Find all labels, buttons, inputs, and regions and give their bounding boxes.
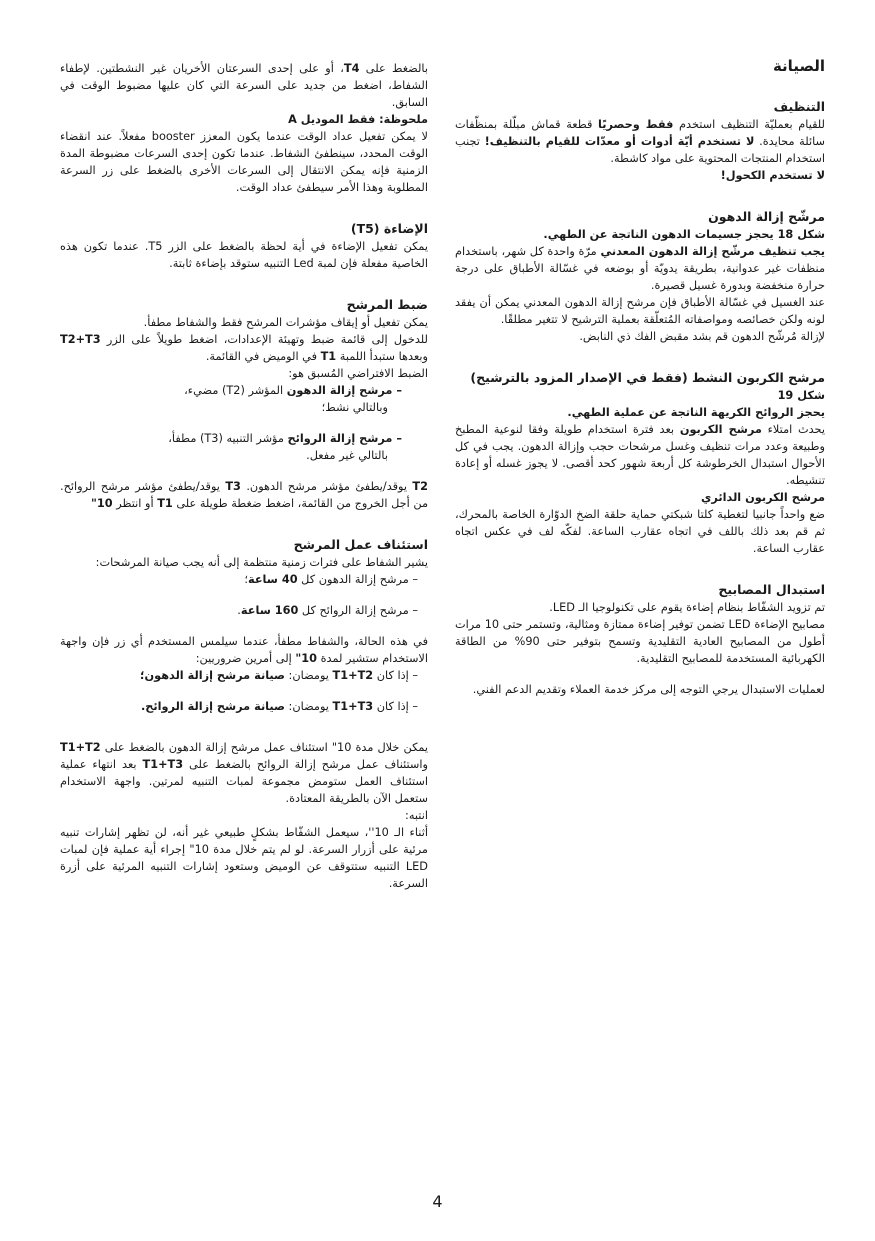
round-carbon-title: مرشح الكربون الدائري xyxy=(701,491,825,504)
grease-condition-item: – إذا كان T1+T2 يومضان: صيانة مرشح إزالة الدهون؛ xyxy=(139,669,418,682)
grease-filter-title: مرشّح إزالة الدهون xyxy=(708,209,825,224)
default-odour-item: – مرشح إزالة الروائح مؤشر التنبيه (T3) مطفأ، xyxy=(168,432,402,445)
filter-resume-text-2: في هذه الحالة، والشفاط مطفأ، عندما سيلمس المستخدم أي زر فإن واجهة الاستخدام ستشير لمدة 10" إلى أمرين ضروريين: xyxy=(60,635,428,665)
odour-condition-item: – إذا كان T1+T3 يومضان: صيانة مرشح إزالة الروائح. xyxy=(140,700,418,713)
default-odour-item-cont: بالتالي غير مفعل. xyxy=(306,449,388,462)
grease-hours-item: – مرشح إزالة الدهون كل 40 ساعة؛ xyxy=(244,573,418,586)
grease-figure-caption: شكل 18 يحجز جسيمات الدهون الناتجة عن الطهي. xyxy=(543,228,825,241)
maintenance-column xyxy=(455,56,825,698)
default-grease-item-cont: وبالتالي نشط؛ xyxy=(321,401,388,414)
attention-label: انتبه: xyxy=(405,809,428,822)
filter-setting-title: ضبط المرشح xyxy=(346,297,428,312)
filter-resume-text-4: أثناء الـ 10''، سيعمل الشفّاط بشكلٍ طبيعي غير أنه، لن تظهر إشارات تنبيه مرئية على أزرار السرعة. لو لم يتم خلال مدة 10" إجراء أية عملية فإن لمبات LED التنبيه ستتوقف عن الوميض وستعود إشارات التنبيه المرئية على أزرة السرعة. xyxy=(60,826,428,890)
grease-text-1: يجب تنظيف مرشّح إزالة الدهون المعدني مرّة واحدة كل شهر، باستخدام منظفات غير عدوانية، بطريقة يدويّة أو بوضعه في غسّالة الأطباق على درجة حرارة منخفضة وبدورة غسيل قصيرة. xyxy=(455,245,825,292)
timer-intro: بالضغط على T4، أو على إحدى السرعتان الأخريان غير النشطتين. لإطفاء الشفاط، اضغط من جديد على السرعة التي كان عليها مضبوط الوقت في السابق. xyxy=(60,62,429,109)
carbon-subtitle: يحجز الروائح الكريهة الناتجة عن عملية الطهي. xyxy=(567,406,825,419)
round-carbon-text: ضع واحداً جانبيا لتغطية كلتا شبكتي حماية حلقة الضخ الدوّارة الخاصة بالمحرك، ثم قم بعد ذلك باللف في اتجاه عقارب الساعة. لفكّه لف في عكس اتجاه عقارب الساعة. xyxy=(455,508,825,555)
default-grease-item: – مرشح إزالة الدهون المؤشر (T2) مضيء، xyxy=(184,384,402,397)
filter-resume-text-1: يشير الشفاط على فترات زمنية منتظمة إلى أنه يجب صيانة المرشحات: xyxy=(95,556,428,569)
grease-text-3: لإزالة مُرشّح الدهون قم بشد مقبض الفك ذي النابض. xyxy=(579,330,825,343)
filter-setting-text-1: يمكن تفعيل أو إيقاف مؤشرات المرشح فقط والشفاط مطفأ. xyxy=(143,316,428,329)
filter-setting-text-2: للدخول إلى قائمة ضبط وتهيئة الإعدادات، اضغط طويلاً على الزر T2+T3 وبعدها ستبدأ اللمبة T1 في الوميض في القائمة. xyxy=(60,333,428,363)
carbon-figure-number: شكل 19 xyxy=(777,389,825,402)
controls-column xyxy=(60,60,428,892)
note-text: لا يمكن تفعيل عداد الوقت عندما يكون المعزز booster مفعلاً. عند انقضاء الوقت المحدد، سينطفئ الشفاط. عندما تكون إحدى السرعات مضبوطة المدة الزمنية فإنه يمكن الانتقال إلى السرعات الأخرى بالضغط على زر السرعة المطلوبة وهذا الأمر سيطفئ عداد الوقت. xyxy=(60,130,428,194)
light-title: الإضاءة (T5) xyxy=(350,221,428,236)
light-text: يمكن تفعيل الإضاءة في أية لحظة بالضغط على الزر T5. عندما تكون هذه الخاصية مفعلة فإن لمبة Led التنبيه ستوقد بإضاءة ثابتة. xyxy=(60,240,428,270)
cleaning-title: التنظيف xyxy=(773,99,825,114)
filter-resume-text-3: يمكن خلال مدة 10" استئناف عمل مرشح إزالة الدهون بالضغط على T1+T2 واستئناف عمل مرشح إزالة الروائح بالضغط على T1+T3 بعد انتهاء عملية استئناف العمل ستومض مجموعة لمبات التنبيه لمرتين. واجهة الاستخدام ستعمل الآن بالطريقة المعتادة. xyxy=(60,741,428,805)
note-title: ملحوظة: فقط الموديل A xyxy=(288,113,428,126)
lamps-title: استبدال المصابيح xyxy=(718,582,825,597)
page-title: الصيانة xyxy=(772,57,825,75)
odour-hours-item: – مرشح إزالة الروائح كل 160 ساعة. xyxy=(237,604,418,617)
filter-resume-title: استئناف عمل المرشح xyxy=(293,537,428,552)
no-alcohol-warning: لا تستخدم الكحول! xyxy=(720,169,825,182)
grease-text-2: عند الغسيل في غسّالة الأطباق فإن مرشح إزالة الدهون المعدني يمكن أن يفقد لونه ولكن خصائصه ومواصفاته المُتعلّقة بعملية الترشيح لا تتغير مطلقًا. xyxy=(455,296,825,326)
page-number: 4 xyxy=(432,1192,443,1211)
filter-setting-default: الضبط الافتراضي المُسبق هو: xyxy=(288,367,428,380)
lamps-text-2: مصابيح الإضاءة LED تضمن توفير إضاءة ممتازة ومثالية، وتستمر حتى 10 مرات أطول من المصابيح العادية التقليدية وتسمح بتوفير حتى 90% من الطاقة الكهربائية المستخدمة للمصابيح التقليدية. xyxy=(455,618,825,665)
carbon-filter-title: مرشح الكربون النشط (فقط في الإصدار المزود بالترشيح) xyxy=(470,370,825,385)
lamps-text-1: تم تزويد الشفّاط بنظام إضاءة يقوم على تكنولوجيا الـ LED. xyxy=(549,601,825,614)
lamps-text-3: لعمليات الاستبدال يرجي التوجه إلى مركز خدمة العملاء وتقديم الدعم الفني. xyxy=(472,683,825,696)
carbon-text: يحدث امتلاء مرشح الكربون بعد فترة استخدام طويلة وفقا لنوعية المطبخ وطبيعة وعدد مرات تنظيف وغسل مرشحات حجب وإزالة الدهون. يجب في كل الأحوال استبدال الخرطوشة كل أربعة شهور كحد أقصى. لا يجوز غسله أو إعادة تنشيطه. xyxy=(455,423,825,487)
filter-setting-text-4: T2 يوقد/يطفئ مؤشر مرشح الدهون. T3 يوقد/يطفئ مؤشر مرشح الروائح. من أجل الخروج من القائمة، اضغط ضغطة طويلة على T1 أو انتظر 10" xyxy=(60,480,428,510)
cleaning-text: للقيام بعمليّة التنظيف استخدم فقط وحصريًا قطعة قماش مبلّلة بمنظّفات سائلة محايدة. لا تستخدم أيّة أدوات أو معدّات للقيام بالتنظيف! تجنب استخدام المنتجات المحتوية على مواد كاشطة. xyxy=(455,118,825,165)
